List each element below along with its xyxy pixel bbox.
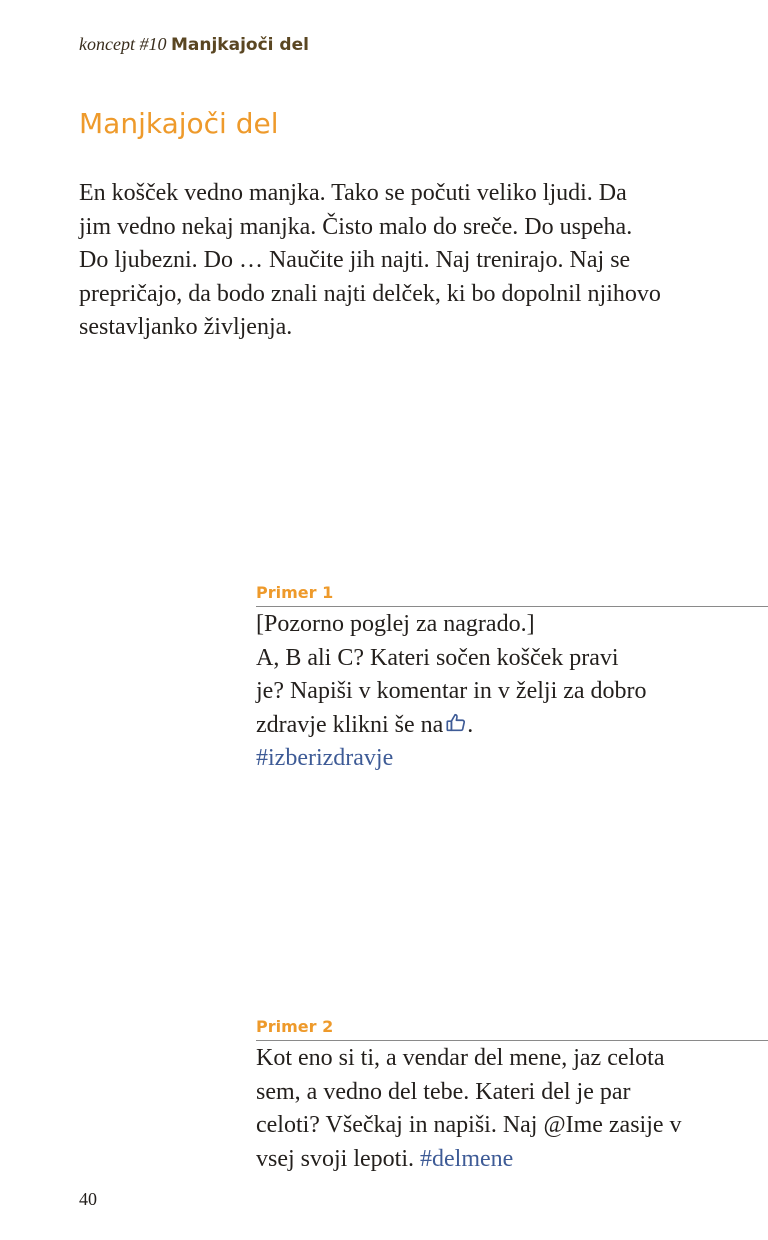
example-line-text: vsej svoji lepoti.: [256, 1145, 414, 1172]
page-number: 40: [79, 1189, 97, 1209]
example-label: Primer 1: [256, 583, 768, 607]
hashtag-link[interactable]: #delmene: [420, 1145, 514, 1172]
example-line: A, B ali C? Kateri sočen košček pravi: [256, 644, 619, 671]
example-body: [256, 1042, 768, 1176]
example-line-text: zdravje klikni še na: [256, 711, 444, 738]
example-2: [256, 1017, 768, 1176]
running-head-chapter: Manjkajoči del: [170, 35, 309, 55]
example-1: [256, 583, 768, 776]
example-line: sem, a vedno del tebe. Kateri del je par: [256, 1078, 631, 1105]
example-line: [Pozorno poglej za nagrado.]: [256, 611, 535, 637]
example-line: Kot eno si ti, a vendar del mene, jaz celota: [256, 1045, 665, 1071]
intro-line: prepričajo, da bodo znali najti delček, ki bo dopolnil njihovo: [79, 280, 661, 307]
running-head-concept: koncept #10: [79, 34, 167, 54]
example-line: celoti? Všečkaj in napiši. Naj @Ime zasije v: [256, 1112, 682, 1138]
example-line: [256, 1143, 768, 1177]
intro-line: sestavljanko življenja.: [79, 314, 293, 340]
example-line-end: .: [467, 711, 474, 738]
thumbs-up-icon: [445, 711, 467, 733]
intro-paragraph: [79, 177, 699, 345]
intro-line: jim vedno nekaj manjka. Čisto malo do sreče. Do uspeha.: [79, 213, 633, 240]
running-head: [79, 33, 309, 56]
example-line: [256, 709, 768, 743]
example-label: Primer 2: [256, 1017, 768, 1041]
example-line: je? Napiši v komentar in v želji za dobro: [256, 678, 647, 704]
intro-line: En košček vedno manjka. Tako se počuti veliko ljudi. Da: [79, 180, 627, 206]
hashtag-link[interactable]: #izberizdravje: [256, 745, 394, 771]
intro-line: Do ljubezni. Do … Naučite jih najti. Naj trenirajo. Naj se: [79, 247, 631, 273]
example-body: [256, 608, 768, 776]
page-title: Manjkajoči del: [79, 107, 279, 140]
